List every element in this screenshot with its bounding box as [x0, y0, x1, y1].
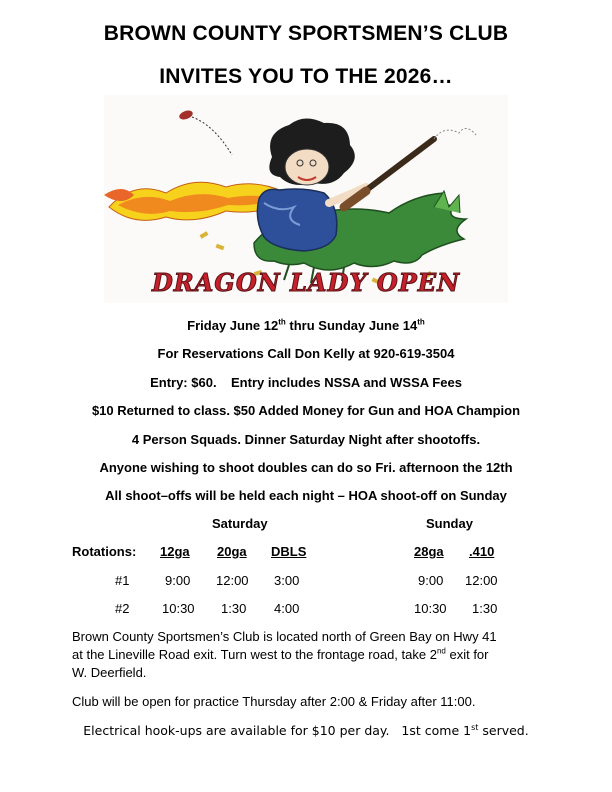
location-paragraph: Brown County Sportsmen’s Club is located north of Green Bay on Hwy 41 at the Lineville Road exit. Turn west to the frontage road, take 2nd exit for W. Deerfield.: [72, 629, 497, 680]
hookups-line: Electrical hook-ups are available for $10 per day. 1st come 1st served.: [83, 722, 529, 738]
returned-money-line: $10 Returned to class. $50 Added Money for Gun and HOA Champion: [91, 403, 521, 418]
event-logo-text: DRAGON LADY OPEN: [151, 268, 461, 297]
reservations-line: For Reservations Call Don Kelly at 920-619-3504: [157, 346, 455, 361]
squads-line: 4 Person Squads. Dinner Saturday Night after shootoffs.: [131, 432, 481, 447]
column-28ga: 28ga: [414, 544, 444, 559]
club-title: BROWN COUNTY SPORTSMEN’S CLUB: [103, 22, 509, 45]
schedule-cell: 3:00: [274, 573, 300, 588]
schedule-cell: 9:00: [165, 573, 191, 588]
saturday-heading: Saturday: [212, 516, 268, 531]
schedule-cell: 10:30: [162, 601, 195, 616]
schedule-cell: 1:30: [221, 601, 247, 616]
column-12ga: 12ga: [160, 544, 190, 559]
doubles-line: Anyone wishing to shoot doubles can do so Fri. afternoon the 12th: [99, 460, 513, 475]
event-dates: Friday June 12th thru Sunday June 14th: [187, 317, 425, 333]
schedule-cell: 1:30: [472, 601, 498, 616]
schedule-cell: 4:00: [274, 601, 300, 616]
fire-breath-icon: [104, 182, 282, 220]
row-label: #1: [115, 573, 130, 588]
practice-hours: Club will be open for practice Thursday after 2:00 & Friday after 11:00.: [72, 694, 476, 709]
dragon-lady-illustration: [104, 95, 508, 303]
shotgun-icon: [344, 128, 476, 207]
schedule-cell: 10:30: [414, 601, 447, 616]
shootoffs-line: All shoot–offs will be held each night – HOA shoot-off on Sunday: [105, 488, 507, 503]
column-410: .410: [469, 544, 495, 559]
rotations-label: Rotations:: [72, 544, 137, 559]
schedule-cell: 12:00: [216, 573, 249, 588]
schedule-cell: 9:00: [418, 573, 444, 588]
clay-target-icon: [178, 109, 232, 155]
column-20ga: 20ga: [217, 544, 247, 559]
invite-title: INVITES YOU TO THE 2026…: [159, 65, 453, 88]
sunday-heading: Sunday: [426, 516, 473, 531]
entry-fee-line: Entry: $60. Entry includes NSSA and WSSA Fees: [150, 375, 462, 390]
schedule-cell: 12:00: [465, 573, 498, 588]
row-label: #2: [115, 601, 130, 616]
column-dbls: DBLS: [271, 544, 307, 559]
